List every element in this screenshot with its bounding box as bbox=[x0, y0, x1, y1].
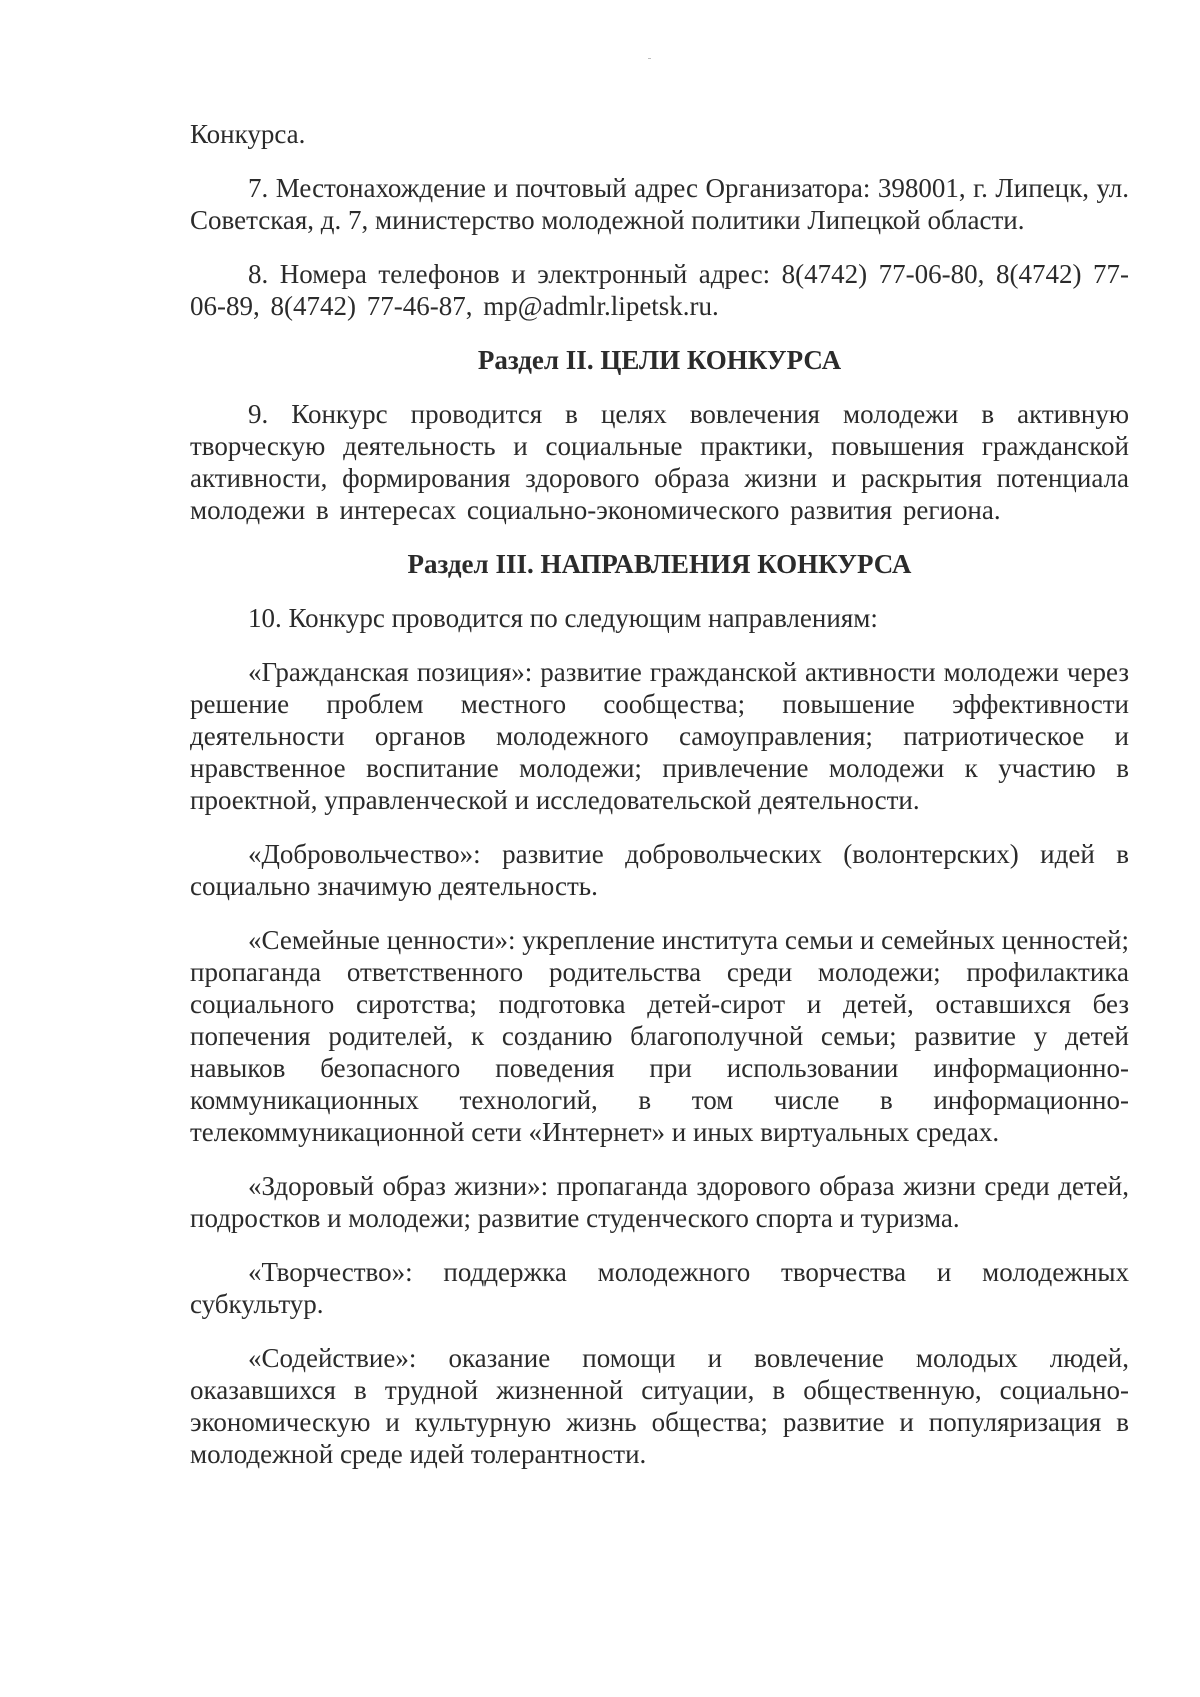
paragraph-8-contacts: 8. Номера телефонов и электронный адрес: 8(4742) 77-06-80, 8(4742) 77-06-89, 8(4742) 77-46-87, mp@admlr.lipetsk.ru. bbox=[190, 259, 1129, 321]
scan-speck bbox=[648, 58, 651, 59]
direction-assistance: «Содействие»: оказание помощи и вовлечение молодых людей, оказавшихся в трудной жизненной ситуации, в общественную, социально-экономическую и культурную жизнь общества; развитие и популяризация в молодежной среде идей толерантности. bbox=[190, 1343, 1129, 1469]
direction-creativity: «Творчество»: поддержка молодежного творчества и молодежных субкультур. bbox=[190, 1257, 1129, 1319]
direction-healthy-lifestyle: «Здоровый образ жизни»: пропаганда здорового образа жизни среди детей, подростков и молодежи; развитие студенческого спорта и туризма. bbox=[190, 1171, 1129, 1233]
direction-family-values: «Семейные ценности»: укрепление института семьи и семейных ценностей; пропаганда ответственного родительства среди молодежи; профилактика социального сиротства; подготовка детей-сирот и детей, оставшихся без попечения родителей, к созданию благополучной семьи; развитие у детей навыков безопасного поведения при использовании информационно-коммуникационных технологий, в том числе в информационно-телекоммуникационной сети «Интернет» и иных виртуальных средах. bbox=[190, 925, 1129, 1147]
paragraph-10-directions: 10. Конкурс проводится по следующим направлениям: bbox=[248, 603, 878, 633]
section-3-heading: Раздел III. НАПРАВЛЕНИЯ КОНКУРСА bbox=[407, 549, 912, 579]
direction-civic-position: «Гражданская позиция»: развитие гражданской активности молодежи через решение проблем местного сообщества; повышение эффективности деятельности органов молодежного самоуправления; патриотическое и нравственное воспитание молодежи; привлечение молодежи к участию в проектной, управленческой и исследовательской деятельности. bbox=[190, 657, 1129, 815]
paragraph-9-goals: 9. Конкурс проводится в целях вовлечения молодежи в активную творческую деятельность и социальные практики, повышения гражданской активности, формирования здорового образа жизни и раскрытия потенциала молодежи в интересах социально-экономического развития региона. bbox=[190, 399, 1129, 525]
section-2-heading: Раздел II. ЦЕЛИ КОНКУРСА bbox=[477, 345, 842, 375]
continuation-text: Конкурса. bbox=[190, 119, 306, 149]
document-body bbox=[190, 118, 1129, 1492]
direction-volunteering: «Добровольчество»: развитие добровольческих (волонтерских) идей в социально значимую деятельность. bbox=[190, 839, 1129, 901]
paragraph-7-address: 7. Местонахождение и почтовый адрес Организатора: 398001, г. Липецк, ул. Советская, д. 7, министерство молодежной политики Липецкой области. bbox=[190, 173, 1129, 235]
